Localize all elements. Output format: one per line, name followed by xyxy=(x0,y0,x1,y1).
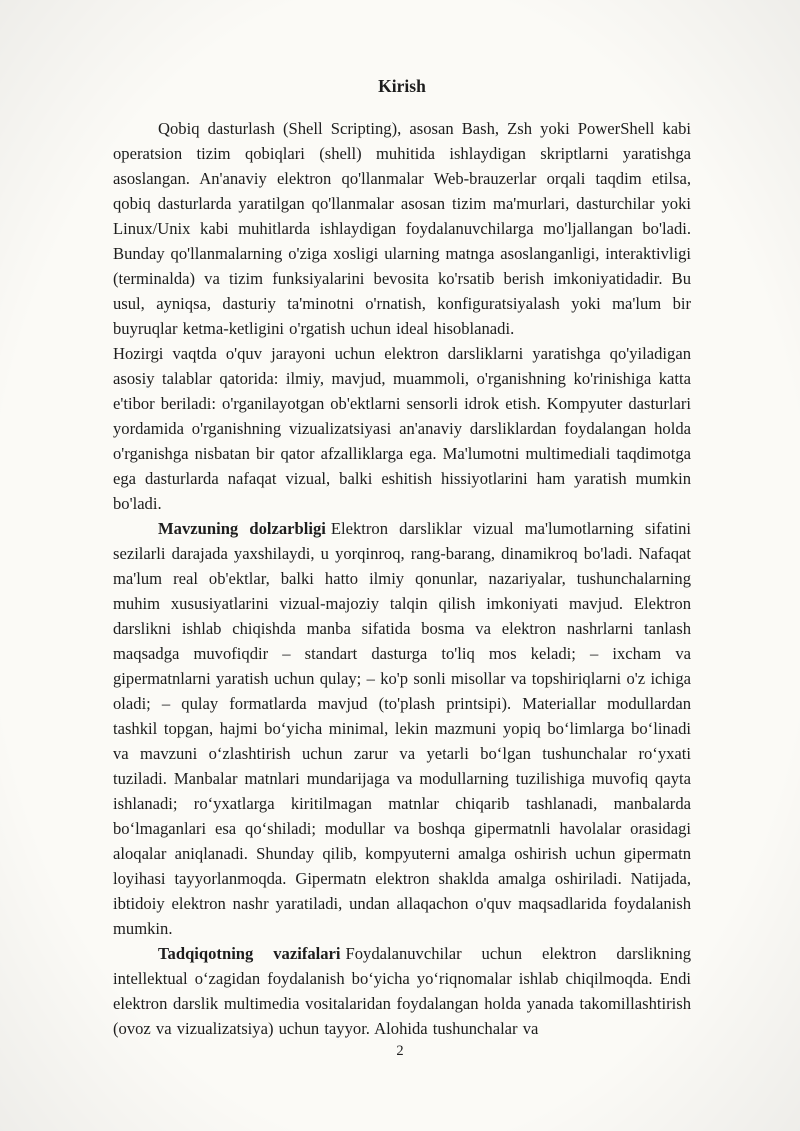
paragraph-lead: Mavzuning dolzarbligi xyxy=(158,519,326,538)
paragraph xyxy=(113,341,691,516)
page-number: 2 xyxy=(396,1043,404,1059)
section-title: Kirish xyxy=(378,76,426,96)
paragraph xyxy=(113,116,691,341)
paragraph-text: Qobiq dasturlash (Shell Scripting), asosan Bash, Zsh yoki PowerShell kabi operatsion tizim qobiqlari (shell) muhitida ishlaydigan skriptlarni yaratishga asoslangan. An'anaviy elektron qo'llanmalar Web-brauzerlar orqali taqdim etilsa, qobiq dasturlarda yaratilgan qo'llanmalar asosan tizim ma'murlari, dasturchilar yoki Linux/Unix kabi muhitlarda ishlaydigan foydalanuvchilarga mo'ljallangan bo'ladi. Bunday qo'llanmalarning o'ziga xosligi ularning matnga asoslanganligi, interaktivligi (terminalda) va tizim funksiyalarini bevosita ko'rsatib berish imkoniyatidadir. Bu usul, ayniqsa, dasturiy ta'minotni o'rnatish, konfiguratsiyalash yoki ma'lum bir buyruqlar ketma-ketligini o'rgatish uchun ideal hisoblanadi. xyxy=(113,119,691,338)
paragraph-text: Elektron darsliklar vizual ma'lumotlarning sifatini sezilarli darajada yaxshilaydi, u yorqinroq, rang-barang, dinamikroq bo'ladi. Nafaqat ma'lum real ob'ektlar, balki hatto ilmiy qonunlar, nazariyalar, tushunchalarning muhim xususiyatlarini vizual-majoziy talqin qilish imkoniyati mavjud. Elektron darslikni ishlab chiqishda manba sifatida bosma va elektron nashrlarni tanlash maqsadga muvofiqdir – standart dasturga to'liq mos keladi; – ixcham va gipermatnlarni yaratish uchun qulay; – ko'p sonli misollar va topshiriqlarni o'z ichiga oladi; – qulay formatlarda mavjud (to'plash printsipi). Materiallar modullardan tashkil topgan, hajmi boʻyicha minimal, lekin mazmuni yopiq boʻlimlarga boʻlinadi va mavzuni oʻzlashtirish uchun zarur va yetarli boʻlgan tushunchalar roʻyxati tuziladi. Manbalar matnlari mundarijaga va modullarning tuzilishiga muvofiq qayta ishlanadi; roʻyxatlarga kiritilmagan matnlar chiqarib tashlanadi, manbalarda boʻlmaganlari esa qoʻshiladi; modullar va boshqa gipermatnli havolalar orasidagi aloqalar aniqlanadi. Shunday qilib, kompyuterni amalga oshirish uchun gipermatn loyihasi tayyorlanmoqda. Gipermatn elektron shaklda amalga oshiriladi. Natijada, ibtidoiy elektron nashr yaratiladi, undan allaqachon o'quv maqsadlarida foydalanish mumkin. xyxy=(113,519,691,938)
paragraph-lead: Tadqiqotning vazifalari xyxy=(158,944,341,963)
paragraph-text: Foydalanuvchilar uchun elektron darslikning intellektual oʻzagidan foydalanish boʻyicha yoʻriqnomalar ishlab chiqilmoqda. Endi elektron darslik multimedia vositalaridan foydalangan holda yanada takomillashtirish (ovoz va vizualizatsiya) uchun tayyor. Alohida tushunchalar va xyxy=(113,944,691,1038)
paragraph xyxy=(113,941,691,1041)
paragraph xyxy=(113,516,691,941)
paragraph-text: Hozirgi vaqtda o'quv jarayoni uchun elektron darsliklarni yaratishga qo'yiladigan asosiy talablar qatorida: ilmiy, mavjud, muammoli, o'rganishning ko'rinishiga katta e'tibor beriladi: o'rganilayotgan ob'ektlarni sensorli idrok etish. Kompyuter dasturlari yordamida o'rganishning vizualizatsiyasi an'anaviy darsliklardan foydalangan holda o'rganishga nisbatan bir qator afzalliklarga ega. Ma'lumotni multimediali taqdimotga ega dasturlarda nafaqat vizual, balki eshitish hissiyotlarini ham yaratish mumkin bo'ladi. xyxy=(113,344,691,513)
